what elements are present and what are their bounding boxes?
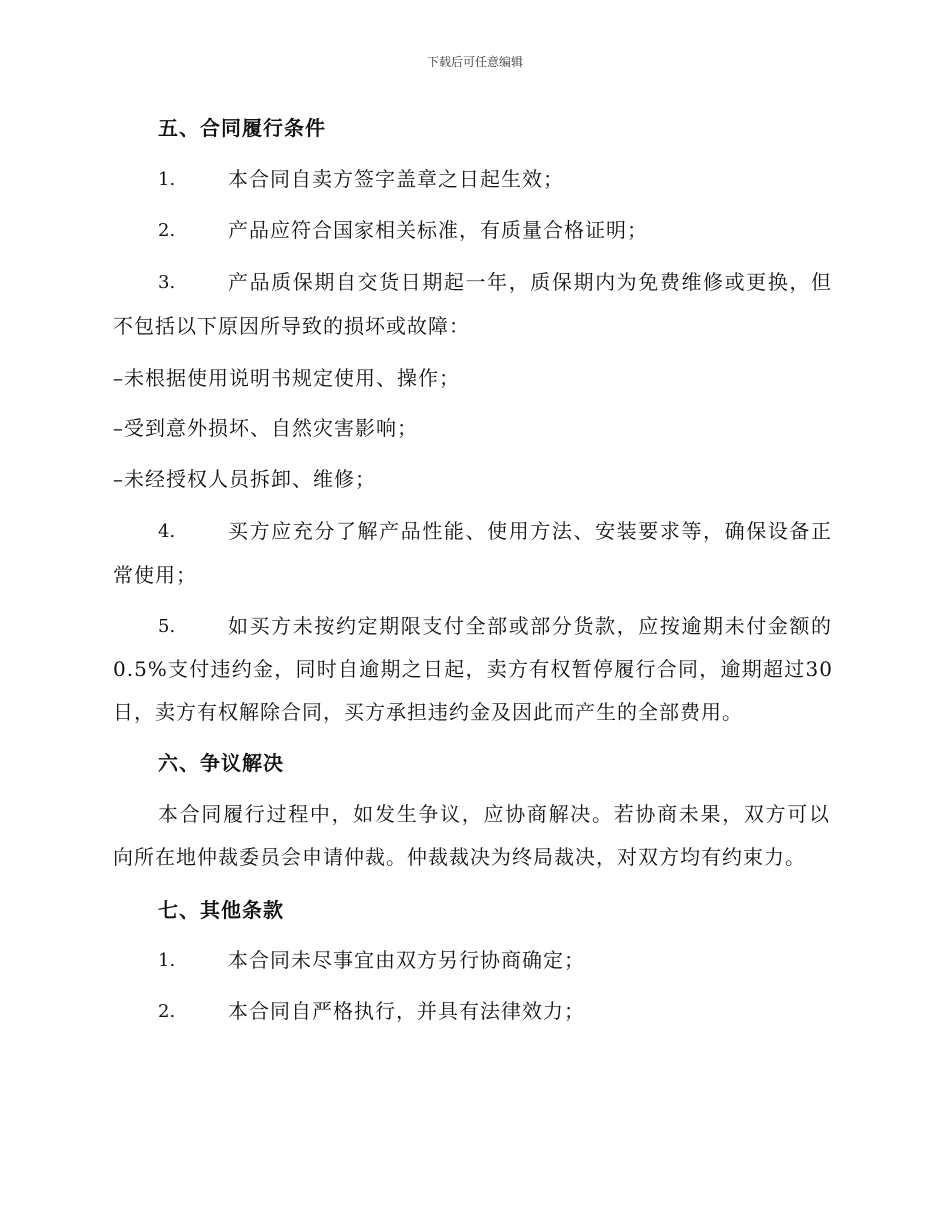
bullet-item: –未根据使用说明书规定使用、操作； [113, 366, 460, 390]
bullet-item: –受到意外损坏、自然灾害影响； [113, 416, 418, 440]
list-number: 1. [158, 950, 176, 971]
list-number: 1. [158, 169, 176, 190]
page-header: 下载后可任意编辑 [426, 55, 523, 69]
list-item-text: 产品应符合国家相关标准，有质量合格证明； [228, 218, 648, 242]
list-item-continuation: 不包括以下原因所导致的损坏或故障： [113, 314, 470, 338]
paragraph-line: 本合同履行过程中，如发生争议，应协商解决。若协商未果，双方可以 [158, 802, 830, 826]
list-number: 2. [158, 1001, 176, 1022]
list-number: 5. [158, 616, 176, 637]
section-heading-6: 六、争议解决 [158, 751, 284, 775]
list-item-text: 如买方未按约定期限支付全部或部分货款，应按逾期未付金额的 [228, 614, 832, 638]
section-heading-7: 七、其他条款 [158, 898, 284, 922]
list-item-text: 本合同自卖方签字盖章之日起生效； [228, 167, 564, 191]
list-item-text: 买方应充分了解产品性能、使用方法、安装要求等，确保设备正 [228, 519, 832, 543]
list-number: 4. [158, 521, 176, 542]
list-item-text: 本合同未尽事宜由双方另行协商确定； [228, 948, 585, 972]
list-number: 3. [158, 272, 176, 293]
paragraph-line: 向所在地仲裁委员会申请仲裁。仲裁裁决为终局裁决，对双方均有约束力。 [113, 845, 806, 869]
bullet-item: –未经授权人员拆卸、维修； [113, 467, 376, 491]
list-item-continuation: 常使用； [113, 563, 197, 587]
list-item-text: 本合同自严格执行，并具有法律效力； [228, 999, 585, 1023]
list-item-continuation: 0.5%支付违约金，同时自逾期之日起，卖方有权暂停履行合同，逾期超过30 [113, 657, 833, 681]
list-item-continuation: 日，卖方有权解除合同，买方承担违约金及因此而产生的全部费用。 [113, 700, 743, 724]
list-number: 2. [158, 220, 176, 241]
section-heading-5: 五、合同履行条件 [158, 116, 326, 140]
list-item-text: 产品质保期自交货日期起一年，质保期内为免费维修或更换，但 [228, 270, 832, 294]
